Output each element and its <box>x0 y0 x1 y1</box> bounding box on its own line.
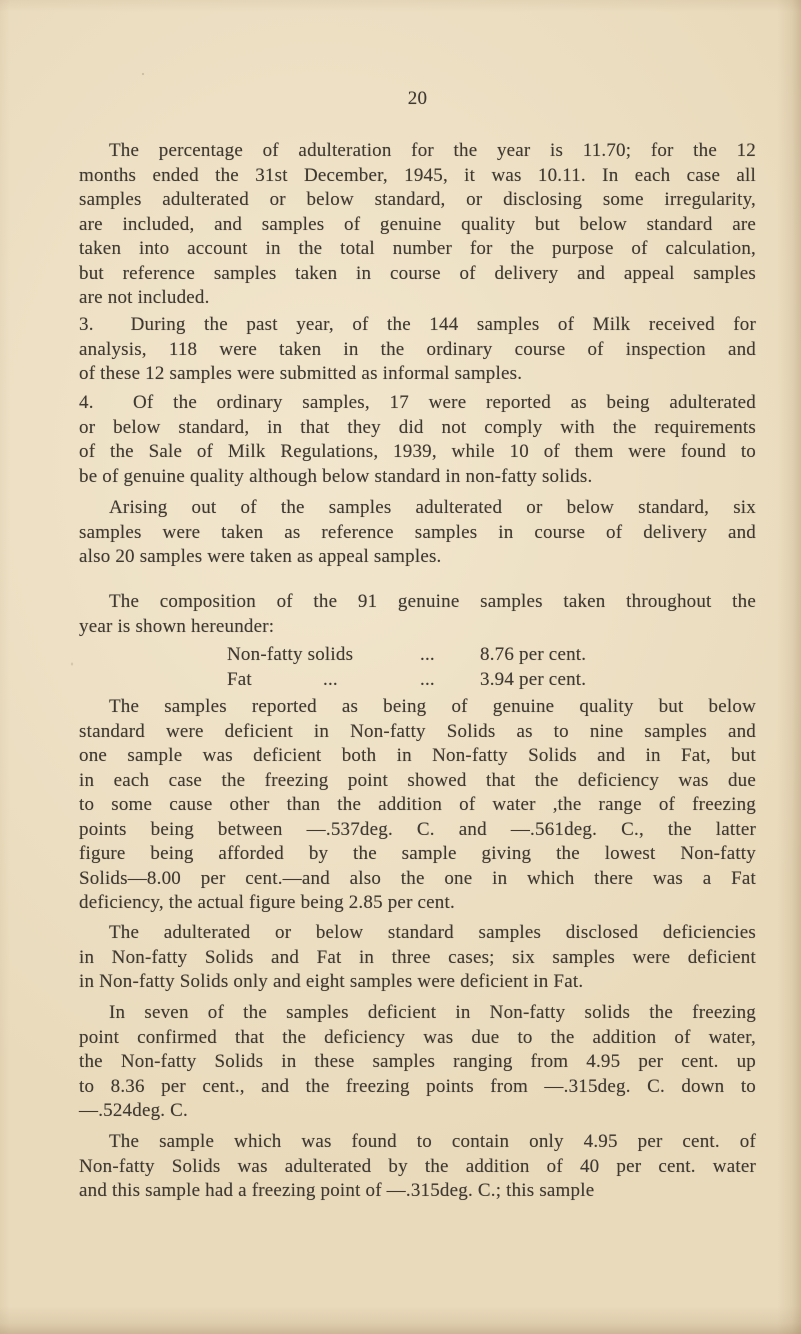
text-line: and this sample had a freezing point of —.315deg. C.; this sample <box>79 1180 595 1201</box>
text-line: samples adulterated or below standard, or disclosing some irregularity, <box>79 189 756 210</box>
paragraph-adulterated-deficiencies <box>79 921 756 995</box>
composition-label: Non-fatty solids <box>227 644 354 665</box>
paragraph-composition-intro <box>79 590 756 639</box>
text-line: points being between —.537deg. C. and —.561deg. C., the latter <box>79 818 756 840</box>
text-line: The sample which was found to contain only 4.95 per cent. of <box>109 1131 756 1152</box>
text-line: are not included. <box>79 287 210 308</box>
composition-row-non-fatty-solids <box>79 643 756 668</box>
text-line: In seven of the samples deficient in Non-fatty solids the freezing <box>109 1002 756 1023</box>
text-line: 4. Of the ordinary samples, 17 were reported as being adulterated <box>79 392 756 413</box>
composition-value: 3.94 per cent. <box>480 668 587 690</box>
dot-leader: ... <box>420 668 435 690</box>
text-line: in Non-fatty Solids only and eight samples were deficient in Fat. <box>79 971 584 992</box>
text-line: to 8.36 per cent., and the freezing points from —.315deg. C. down to <box>79 1075 756 1097</box>
text-line: be of genuine quality although below standard in non-fatty solids. <box>79 465 593 487</box>
text-line: analysis, 118 were taken in the ordinary course of inspection and <box>79 338 756 360</box>
text-line: are included, and samples of genuine quality but below standard are <box>79 213 756 235</box>
text-line: deficiency, the actual figure being 2.85 per cent. <box>79 892 455 913</box>
text-line: Non-fatty Solids was adulterated by the addition of 40 per cent. water <box>79 1155 756 1177</box>
text-line: point confirmed that the deficiency was due to the addition of water, <box>79 1026 756 1048</box>
text-line: Arising out of the samples adulterated or below standard, six <box>109 497 756 518</box>
paragraph-genuine-below-standard <box>79 695 756 916</box>
text-line: to some cause other than the addition of water ,the range of freezing <box>79 794 756 815</box>
paragraph-adulteration-percentage <box>79 139 756 311</box>
text-line: The percentage of adulteration for the year is 11.70; for the 12 <box>109 140 756 161</box>
composition-row-fat <box>79 668 756 693</box>
text-line: of the Sale of Milk Regulations, 1939, while 10 of them were found to <box>79 441 756 462</box>
composition-value: 8.76 per cent. <box>480 644 587 665</box>
text-line: also 20 samples were taken as appeal samples. <box>79 546 442 567</box>
text-line: —.524deg. C. <box>79 1100 189 1121</box>
text-line: Solids—8.00 per cent.—and also the one in which there was a Fat <box>79 867 756 889</box>
paragraph-item-3-samples-received <box>79 313 756 387</box>
text-line: figure being afforded by the sample giving the lowest Non-fatty <box>79 843 756 864</box>
text-line: samples were taken as reference samples in course of delivery and <box>79 521 756 543</box>
text-line: 3. During the past year, of the 144 samples of Milk received for <box>79 314 756 335</box>
paragraph-freezing-point-confirmation <box>79 1001 756 1124</box>
text-line: The samples reported as being of genuine quality but below <box>109 696 756 717</box>
text-line: the Non-fatty Solids in these samples ranging from 4.95 per cent. up <box>79 1051 756 1072</box>
paragraph-item-4-ordinary-samples <box>79 391 756 489</box>
composition-label: Fat <box>227 668 252 690</box>
text-line: taken into account in the total number for the purpose of calculation, <box>79 238 756 259</box>
text-line: year is shown hereunder: <box>79 615 275 637</box>
text-line: The composition of the 91 genuine samples taken throughout the <box>109 591 756 612</box>
text-line: months ended the 31st December, 1945, it was 10.11. In each case all <box>79 164 756 186</box>
paragraph-reference-appeal-samples <box>79 496 756 570</box>
text-line: one sample was deficient both in Non-fatty Solids and in Fat, but <box>79 745 756 766</box>
page-number: 20 <box>407 88 428 109</box>
text-line: standard were deficient in Non-fatty Solids as to nine samples and <box>79 720 756 742</box>
dot-leader: ... <box>420 644 435 665</box>
dot-leader: ... <box>323 668 338 690</box>
text-line: in Non-fatty Solids and Fat in three cases; six samples were deficient <box>79 946 756 968</box>
text-line: of these 12 samples were submitted as informal samples. <box>79 363 523 384</box>
text-line: but reference samples taken in course of delivery and appeal samples <box>79 262 756 284</box>
text-line: The adulterated or below standard samples disclosed deficiencies <box>109 922 756 943</box>
composition-table <box>79 643 756 692</box>
text-line: or below standard, in that they did not comply with the requirements <box>79 416 756 438</box>
paragraph-sample-40-percent-water <box>79 1130 756 1204</box>
text-line: in each case the freezing point showed that the deficiency was due <box>79 769 756 791</box>
